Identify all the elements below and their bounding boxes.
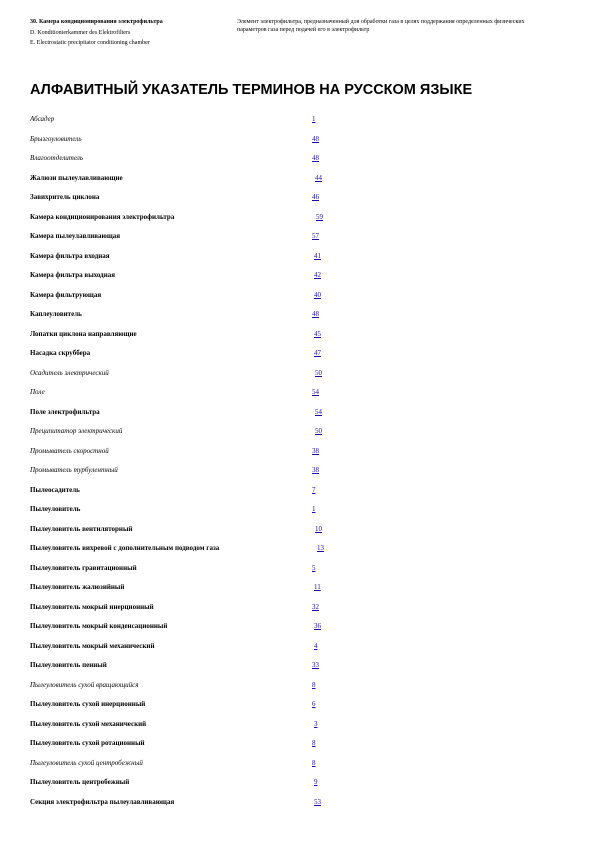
index-term: Пылеуловитель (30, 505, 81, 513)
page-link[interactable]: 36 (314, 622, 321, 630)
page-link[interactable]: 44 (315, 173, 322, 182)
index-term: Пылеуловитель мокрый инерционный (30, 602, 154, 611)
term-index-list (30, 110, 570, 812)
index-term: Пылеуловитель сухой центробежный (30, 758, 143, 767)
page-link[interactable]: 13 (317, 544, 324, 552)
page-link[interactable]: 48 (312, 134, 319, 143)
page-link[interactable]: 8 (312, 680, 316, 689)
index-term: Секция электрофильтра пылеулавливающая (30, 797, 175, 806)
index-term: Завихритель циклона (30, 193, 100, 201)
page-link[interactable]: 38 (312, 466, 319, 474)
index-entry (30, 598, 570, 618)
index-entry (30, 461, 570, 481)
index-term: Пылеуловитель сухой инерционный (30, 700, 146, 708)
index-term: Пылеуловитель сухой вращающийся (30, 680, 139, 689)
index-term: Насадка скруббера (30, 349, 91, 357)
index-entry (30, 110, 570, 130)
index-entry (30, 734, 570, 754)
index-term: Пылеуловитель сухой ротационный (30, 739, 145, 747)
index-entry (30, 286, 570, 306)
index-term: Пылеуловитель вентиляторный (30, 524, 133, 533)
index-term: Пылеуловитель мокрый механический (30, 641, 155, 650)
index-term: Поле электрофильтра (30, 407, 100, 416)
index-entry (30, 422, 570, 442)
page-link[interactable]: 48 (312, 154, 319, 162)
index-term: Пылеуловитель жалюзийный (30, 583, 125, 591)
term-block (30, 18, 230, 48)
index-term: Пылеуловитель гравитационный (30, 563, 137, 572)
index-entry (30, 305, 570, 325)
index-entry (30, 793, 570, 813)
page-link[interactable]: 50 (315, 368, 322, 377)
page-link[interactable]: 8 (312, 758, 316, 767)
page-link[interactable]: 1 (312, 505, 316, 513)
page-title: АЛФАВИТНЫЙ УКАЗАТЕЛЬ ТЕРМИНОВ НА РУССКОМ ЯЗЫКЕ (30, 82, 473, 98)
index-entry (30, 715, 570, 735)
page-link[interactable]: 33 (312, 661, 319, 669)
index-entry (30, 442, 570, 462)
page-link[interactable]: 9 (314, 778, 318, 786)
index-entry (30, 754, 570, 774)
index-term: Пылеуловитель мокрый конденсационный (30, 622, 168, 630)
index-entry (30, 656, 570, 676)
page-link[interactable]: 57 (312, 232, 319, 240)
index-term: Лопатки циклона направляющие (30, 329, 137, 338)
index-entry (30, 559, 570, 579)
index-term: Камера фильтра выходная (30, 271, 116, 279)
page-link[interactable]: 53 (314, 797, 321, 806)
page-link[interactable]: 5 (312, 563, 316, 572)
page-link[interactable]: 54 (315, 407, 322, 416)
index-term: Влагоотделитель (30, 154, 84, 162)
index-entry (30, 344, 570, 364)
page-link[interactable]: 3 (314, 719, 318, 728)
index-term: Поле (30, 388, 45, 396)
page-link[interactable]: 42 (314, 271, 321, 279)
index-entry (30, 617, 570, 637)
page-link[interactable]: 50 (315, 427, 322, 435)
index-term: Осадитель электрический (30, 368, 109, 377)
index-entry (30, 500, 570, 520)
term-en: E. Electrostatic precipitator conditioning chamber (30, 40, 150, 46)
page-link[interactable]: 45 (314, 329, 321, 338)
index-entry (30, 266, 570, 286)
index-entry (30, 227, 570, 247)
page-link[interactable]: 1 (312, 115, 316, 123)
page-link[interactable]: 47 (314, 349, 321, 357)
index-entry (30, 169, 570, 189)
page-link[interactable]: 59 (316, 212, 323, 221)
page-link[interactable]: 41 (314, 251, 321, 260)
index-term: Пылеуловитель сухой механический (30, 719, 147, 728)
index-term: Пылеуловитель вихревой с дополнительным подводом газа (30, 544, 220, 552)
index-term: Пылеуловитель пенный (30, 661, 107, 669)
index-term: Пылеуловитель центробежный (30, 778, 130, 786)
page-link[interactable]: 40 (314, 290, 321, 299)
page-link[interactable]: 10 (315, 524, 322, 533)
index-term: Камера пылеулавливающая (30, 232, 121, 240)
index-term: Преципитатор электрический (30, 427, 123, 435)
term-ru: 30. Камера кондиционирования электрофильтра (30, 19, 163, 25)
index-entry (30, 383, 570, 403)
index-term: Каплеуловитель (30, 310, 82, 318)
index-entry (30, 364, 570, 384)
index-entry (30, 208, 570, 228)
term-de: D. Konditionierkammer des Elektrofilters (30, 29, 131, 36)
page-link[interactable]: 38 (312, 446, 319, 455)
index-term: Пылеосадитель (30, 485, 80, 494)
index-entry (30, 481, 570, 501)
index-entry (30, 773, 570, 793)
index-term: Абсадер (30, 115, 55, 123)
index-entry (30, 637, 570, 657)
index-term: Камера фильтра входная (30, 251, 110, 260)
top-block (30, 18, 570, 68)
index-entry (30, 695, 570, 715)
page-link[interactable]: 54 (312, 388, 319, 396)
index-entry (30, 676, 570, 696)
page-link[interactable]: 4 (314, 641, 318, 650)
index-term: Камера фильтрующая (30, 290, 102, 299)
index-term: Брызгоуловитель (30, 134, 82, 143)
index-term: Камера кондиционирования электрофильтра (30, 212, 175, 221)
page-link[interactable]: 48 (312, 310, 319, 318)
index-entry (30, 578, 570, 598)
index-entry (30, 149, 570, 169)
page-link[interactable]: 6 (312, 700, 316, 708)
index-entry (30, 130, 570, 150)
index-entry (30, 188, 570, 208)
page-link[interactable]: 32 (312, 602, 319, 611)
page-link[interactable]: 46 (312, 193, 319, 201)
index-entry (30, 520, 570, 540)
index-entry (30, 247, 570, 267)
page-link[interactable]: 7 (312, 485, 316, 494)
index-entry (30, 325, 570, 345)
index-entry (30, 403, 570, 423)
index-term: Промыватель скоростной (30, 446, 109, 455)
page-link[interactable]: 8 (312, 739, 316, 747)
index-entry (30, 539, 570, 559)
page-link[interactable]: 11 (314, 583, 321, 591)
index-term: Жалюзи пылеулавливающие (30, 173, 123, 182)
index-term: Промыватель турбулентный (30, 466, 118, 474)
term-definition: Элемент электрофильтра, предназначенный для обработки газа в целях поддержания определенных физических параметров газа перед подачей его в электрофильтр (237, 19, 525, 33)
